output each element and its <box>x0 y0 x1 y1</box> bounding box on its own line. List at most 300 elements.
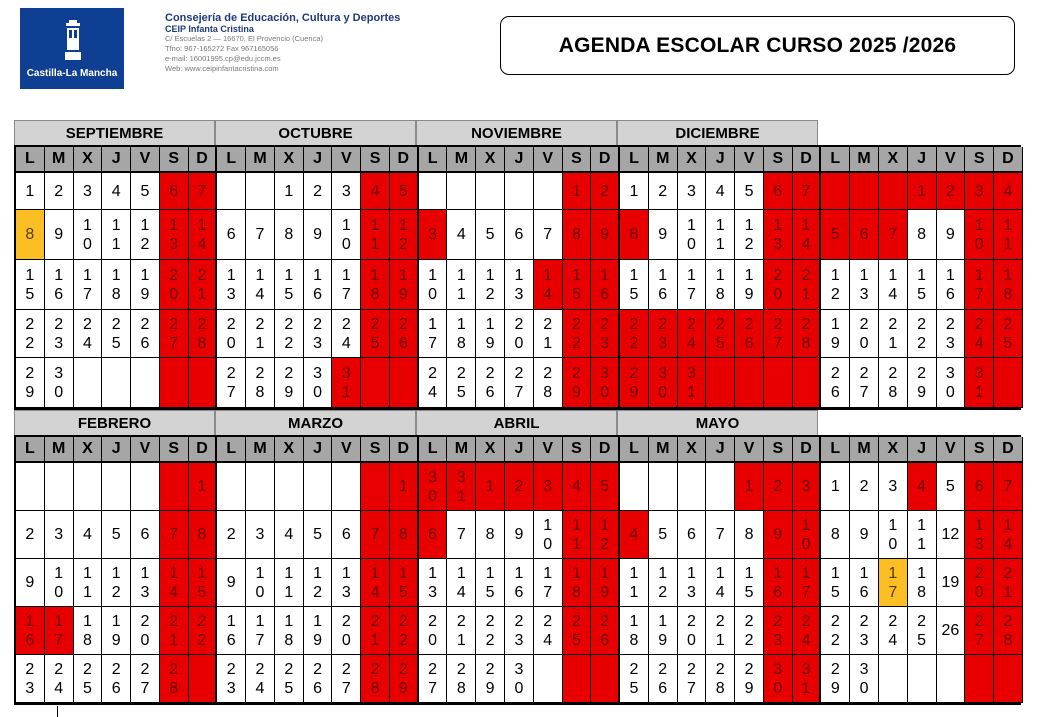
day-cell: 1 5 <box>16 260 45 310</box>
day-cell: 8 <box>908 210 937 260</box>
day-cell: 3 0 <box>850 655 879 703</box>
month-header-row <box>14 410 1021 435</box>
day-cell: 1 2 <box>649 559 678 607</box>
weekday-header: L <box>620 437 649 463</box>
day-cell: 5 <box>649 511 678 559</box>
day-cell: 4 <box>994 173 1023 210</box>
day-cell: 1 1 <box>706 210 735 260</box>
weekday-header: V <box>735 147 764 173</box>
day-cell: 6 <box>850 210 879 260</box>
day-cell: 1 7 <box>965 260 994 310</box>
day-cell: 1 3 <box>764 210 793 260</box>
day-cell: 2 3 <box>45 310 74 358</box>
day-cell: 1 6 <box>505 559 534 607</box>
day-cell: 9 <box>591 210 620 260</box>
day-cell: 1 0 <box>74 210 103 260</box>
day-cell: 1 <box>476 463 505 511</box>
day-cell: 5 <box>937 463 966 511</box>
day-cell: 3 0 <box>304 358 333 408</box>
day-cell <box>390 358 419 408</box>
day-cell: 1 7 <box>793 559 822 607</box>
day-cell: 7 <box>706 511 735 559</box>
day-cell: 2 1 <box>879 310 908 358</box>
day-cell: 1 7 <box>419 310 448 358</box>
day-cell: 1 9 <box>649 607 678 655</box>
day-cell: 1 8 <box>620 607 649 655</box>
weekday-header: S <box>563 437 592 463</box>
weekday-header: X <box>879 147 908 173</box>
school-phone: Tfno: 967-165272 Fax 967165056 <box>165 44 279 53</box>
day-cell: 1 0 <box>246 559 275 607</box>
day-cell: 1 6 <box>217 607 246 655</box>
weekday-header: X <box>74 437 103 463</box>
day-cell <box>246 173 275 210</box>
day-cell: 1 9 <box>131 260 160 310</box>
day-cell: 2 2 <box>275 310 304 358</box>
day-cell: 9 <box>217 559 246 607</box>
day-cell: 4 <box>447 210 476 260</box>
day-cell: 2 0 <box>850 310 879 358</box>
day-cell: 5 <box>102 511 131 559</box>
day-cell: 9 <box>505 511 534 559</box>
day-cell: 9 <box>649 210 678 260</box>
day-cell <box>994 358 1023 408</box>
day-cell: 7 <box>361 511 390 559</box>
day-cell: 2 9 <box>275 358 304 408</box>
day-cell: 2 5 <box>706 310 735 358</box>
day-cell: 3 <box>879 463 908 511</box>
day-cell: 2 7 <box>131 655 160 703</box>
day-cell: 8 <box>620 210 649 260</box>
day-cell: 3 <box>793 463 822 511</box>
day-cell: 2 0 <box>419 607 448 655</box>
day-cell <box>563 655 592 703</box>
day-cell: 2 8 <box>160 655 189 703</box>
day-cell: 1 3 <box>131 559 160 607</box>
day-cell: 6 <box>678 511 707 559</box>
weekday-header: X <box>476 437 505 463</box>
day-cell: 2 0 <box>678 607 707 655</box>
day-cell: 1 2 <box>591 511 620 559</box>
day-cell: 2 <box>937 173 966 210</box>
day-cell: 2 1 <box>447 607 476 655</box>
day-cell: 2 6 <box>390 310 419 358</box>
day-cell: 2 7 <box>850 358 879 408</box>
weekday-header: M <box>649 437 678 463</box>
day-cell: 2 3 <box>850 607 879 655</box>
weekday-header: M <box>447 437 476 463</box>
day-cell: 2 8 <box>534 358 563 408</box>
day-cell <box>505 173 534 210</box>
weekday-header: D <box>390 147 419 173</box>
day-cell: 9 <box>937 210 966 260</box>
day-cell: 2 2 <box>476 607 505 655</box>
day-cell <box>160 358 189 408</box>
weekday-header: X <box>275 147 304 173</box>
weekday-header: V <box>131 147 160 173</box>
day-cell: 4 <box>74 511 103 559</box>
day-cell: 1 4 <box>534 260 563 310</box>
day-cell: 1 2 <box>304 559 333 607</box>
day-cell: 6 <box>332 511 361 559</box>
day-cell: 1 4 <box>246 260 275 310</box>
day-cell: 2 9 <box>390 655 419 703</box>
day-cell: 6 <box>131 511 160 559</box>
day-cell: 1 7 <box>879 559 908 607</box>
day-cell: 2 6 <box>821 358 850 408</box>
weekday-header: J <box>304 147 333 173</box>
day-cell: 8 <box>275 210 304 260</box>
day-cell: 5 <box>131 173 160 210</box>
day-cell: 2 <box>591 173 620 210</box>
day-cell: 1 3 <box>965 511 994 559</box>
day-cell: 3 0 <box>937 358 966 408</box>
weekday-header: M <box>246 147 275 173</box>
day-cell: 2 4 <box>74 310 103 358</box>
day-cell <box>476 173 505 210</box>
day-cell: 1 8 <box>706 260 735 310</box>
day-cell <box>332 463 361 511</box>
weekday-header: V <box>735 437 764 463</box>
day-cell: 1 6 <box>937 260 966 310</box>
weekday-header: X <box>74 147 103 173</box>
day-cell: 2 8 <box>189 310 218 358</box>
day-cell: 4 <box>275 511 304 559</box>
title-box <box>500 16 1015 75</box>
day-cell: 6 <box>217 210 246 260</box>
day-cell: 9 <box>304 210 333 260</box>
day-cell: 1 1 <box>361 210 390 260</box>
day-cell <box>678 463 707 511</box>
day-cell: 2 0 <box>505 310 534 358</box>
day-cell: 2 3 <box>591 310 620 358</box>
day-cell <box>131 463 160 511</box>
day-cell: 2 4 <box>246 655 275 703</box>
day-cell: 3 0 <box>45 358 74 408</box>
castilla-la-mancha-logo <box>20 8 124 89</box>
day-cell: 1 0 <box>534 511 563 559</box>
day-cell: 3 1 <box>332 358 361 408</box>
weekday-header: X <box>275 437 304 463</box>
day-cell <box>534 655 563 703</box>
day-cell <box>793 358 822 408</box>
day-cell: 2 8 <box>793 310 822 358</box>
day-cell: 12 <box>937 511 966 559</box>
day-cell: 1 6 <box>764 559 793 607</box>
day-cell <box>189 358 218 408</box>
day-cell: 1 7 <box>332 260 361 310</box>
day-cell: 2 5 <box>563 607 592 655</box>
day-cell: 2 9 <box>16 358 45 408</box>
day-cell: 2 4 <box>419 358 448 408</box>
day-cell: 2 5 <box>74 655 103 703</box>
day-cell: 2 2 <box>735 607 764 655</box>
day-cell: 2 <box>217 511 246 559</box>
day-cell: 2 7 <box>217 358 246 408</box>
school-email: e-mail: 16001995.cp@edu.jccm.es <box>165 54 281 63</box>
divider-mark <box>57 706 58 717</box>
day-cell: 1 4 <box>160 559 189 607</box>
day-cell: 8 <box>16 210 45 260</box>
day-cell: 3 1 <box>678 358 707 408</box>
day-cell: 2 8 <box>246 358 275 408</box>
day-cell: 1 5 <box>563 260 592 310</box>
month-name: ABRIL <box>416 410 617 435</box>
day-cell: 1 8 <box>563 559 592 607</box>
day-cell: 2 8 <box>361 655 390 703</box>
weekday-header: L <box>821 437 850 463</box>
day-cell <box>217 173 246 210</box>
day-cell: 2 3 <box>937 310 966 358</box>
weekday-header: S <box>160 147 189 173</box>
day-cell: 2 7 <box>419 655 448 703</box>
day-cell: 1 9 <box>304 607 333 655</box>
day-cell: 7 <box>447 511 476 559</box>
day-cell: 1 <box>908 173 937 210</box>
day-cell: 3 <box>332 173 361 210</box>
day-cell: 2 6 <box>131 310 160 358</box>
day-cell: 1 <box>821 463 850 511</box>
day-cell: 1 1 <box>102 210 131 260</box>
day-cell: 1 9 <box>390 260 419 310</box>
calendar-grid <box>14 145 1021 410</box>
day-cell: 9 <box>16 559 45 607</box>
day-cell <box>649 463 678 511</box>
weekday-header: D <box>994 147 1023 173</box>
weekday-header: V <box>332 437 361 463</box>
day-cell: 2 0 <box>131 607 160 655</box>
day-cell: 1 8 <box>275 607 304 655</box>
day-cell: 3 1 <box>447 463 476 511</box>
day-cell: 2 5 <box>361 310 390 358</box>
day-cell: 1 3 <box>332 559 361 607</box>
day-cell: 7 <box>793 173 822 210</box>
day-cell: 2 5 <box>275 655 304 703</box>
day-cell: 1 <box>16 173 45 210</box>
day-cell: 3 0 <box>505 655 534 703</box>
day-cell <box>879 655 908 703</box>
weekday-header: L <box>16 437 45 463</box>
day-cell: 1 0 <box>965 210 994 260</box>
weekday-header: D <box>793 437 822 463</box>
day-cell: 2 1 <box>994 559 1023 607</box>
day-cell: 4 <box>908 463 937 511</box>
weekday-header: X <box>678 437 707 463</box>
weekday-header: M <box>850 437 879 463</box>
day-cell <box>937 655 966 703</box>
day-cell: 2 5 <box>102 310 131 358</box>
day-cell: 2 8 <box>879 358 908 408</box>
day-cell <box>217 463 246 511</box>
day-cell <box>447 173 476 210</box>
month-name: NOVIEMBRE <box>416 120 617 145</box>
day-cell <box>706 463 735 511</box>
day-cell: 1 8 <box>102 260 131 310</box>
day-cell: 3 <box>419 210 448 260</box>
day-cell: 19 <box>937 559 966 607</box>
day-cell <box>965 655 994 703</box>
day-cell: 2 3 <box>304 310 333 358</box>
day-cell: 6 <box>160 173 189 210</box>
weekday-header: J <box>908 437 937 463</box>
weekday-header: S <box>563 147 592 173</box>
school-department: Consejería de Educación, Cultura y Deportes <box>165 12 401 24</box>
weekday-header: D <box>390 437 419 463</box>
day-cell: 5 <box>390 173 419 210</box>
weekday-header: J <box>505 437 534 463</box>
calendar-block-top <box>14 120 1021 410</box>
weekday-header: L <box>821 147 850 173</box>
day-cell: 5 <box>476 210 505 260</box>
day-cell: 2 7 <box>505 358 534 408</box>
day-cell: 3 1 <box>965 358 994 408</box>
day-cell: 1 1 <box>563 511 592 559</box>
day-cell: 1 3 <box>160 210 189 260</box>
day-cell: 2 1 <box>706 607 735 655</box>
day-cell: 2 7 <box>160 310 189 358</box>
day-cell: 6 <box>419 511 448 559</box>
weekday-header: M <box>850 147 879 173</box>
day-cell: 2 2 <box>908 310 937 358</box>
weekday-header: L <box>419 437 448 463</box>
day-cell: 1 2 <box>735 210 764 260</box>
day-cell: 2 9 <box>476 655 505 703</box>
day-cell: 3 0 <box>649 358 678 408</box>
day-cell <box>620 463 649 511</box>
day-cell <box>102 463 131 511</box>
day-cell <box>189 655 218 703</box>
day-cell <box>246 463 275 511</box>
day-cell: 1 7 <box>534 559 563 607</box>
day-cell <box>850 173 879 210</box>
day-cell: 8 <box>563 210 592 260</box>
day-cell: 1 4 <box>879 260 908 310</box>
day-cell: 1 6 <box>591 260 620 310</box>
day-cell: 1 4 <box>361 559 390 607</box>
weekday-header: S <box>965 437 994 463</box>
month-name: OCTUBRE <box>215 120 416 145</box>
day-cell: 1 7 <box>74 260 103 310</box>
day-cell: 1 3 <box>217 260 246 310</box>
day-cell: 2 2 <box>189 607 218 655</box>
day-cell: 2 <box>505 463 534 511</box>
day-cell: 4 <box>563 463 592 511</box>
day-cell: 1 5 <box>390 559 419 607</box>
day-cell: 2 0 <box>965 559 994 607</box>
weekday-header: D <box>994 437 1023 463</box>
day-cell: 2 0 <box>217 310 246 358</box>
day-cell: 2 5 <box>620 655 649 703</box>
day-cell <box>419 173 448 210</box>
day-cell: 7 <box>160 511 189 559</box>
day-cell: 1 7 <box>678 260 707 310</box>
day-cell: 1 6 <box>16 607 45 655</box>
weekday-header: J <box>505 147 534 173</box>
day-cell: 2 <box>764 463 793 511</box>
weekday-header: L <box>217 147 246 173</box>
month-name: SEPTIEMBRE <box>14 120 215 145</box>
day-cell: 3 0 <box>419 463 448 511</box>
day-cell: 1 0 <box>793 511 822 559</box>
weekday-header: D <box>591 437 620 463</box>
day-cell: 2 0 <box>160 260 189 310</box>
day-cell: 2 9 <box>735 655 764 703</box>
day-cell: 1 0 <box>419 260 448 310</box>
day-cell: 1 1 <box>74 559 103 607</box>
weekday-header: X <box>879 437 908 463</box>
day-cell: 2 4 <box>332 310 361 358</box>
day-cell: 2 1 <box>160 607 189 655</box>
day-cell: 2 1 <box>246 310 275 358</box>
day-cell: 3 <box>678 173 707 210</box>
day-cell: 2 6 <box>102 655 131 703</box>
day-cell: 2 4 <box>678 310 707 358</box>
day-cell: 1 <box>275 173 304 210</box>
day-cell: 2 1 <box>534 310 563 358</box>
day-cell <box>534 173 563 210</box>
weekday-header: L <box>217 437 246 463</box>
day-cell: 1 9 <box>735 260 764 310</box>
day-cell <box>879 173 908 210</box>
day-cell: 2 2 <box>620 310 649 358</box>
weekday-header: S <box>160 437 189 463</box>
school-name: CEIP Infanta Cristina <box>165 24 254 34</box>
weekday-header: M <box>447 147 476 173</box>
day-cell: 2 2 <box>16 310 45 358</box>
day-cell: 2 <box>649 173 678 210</box>
day-cell: 1 3 <box>678 559 707 607</box>
day-cell: 1 8 <box>908 559 937 607</box>
day-cell: 3 <box>534 463 563 511</box>
day-cell: 1 2 <box>102 559 131 607</box>
day-cell: 4 <box>706 173 735 210</box>
day-cell <box>908 655 937 703</box>
day-cell: 2 3 <box>505 607 534 655</box>
calendar-grid <box>14 435 1021 705</box>
day-cell <box>361 358 390 408</box>
day-cell: 1 0 <box>332 210 361 260</box>
day-cell: 2 0 <box>332 607 361 655</box>
day-cell: 1 2 <box>821 260 850 310</box>
day-cell: 3 <box>246 511 275 559</box>
day-cell: 1 0 <box>45 559 74 607</box>
day-cell: 1 <box>620 173 649 210</box>
weekday-header: M <box>45 147 74 173</box>
weekday-header: M <box>246 437 275 463</box>
day-cell <box>706 358 735 408</box>
day-cell <box>102 358 131 408</box>
day-cell <box>361 463 390 511</box>
day-cell: 3 0 <box>591 358 620 408</box>
day-cell: 9 <box>850 511 879 559</box>
weekday-header: S <box>361 147 390 173</box>
day-cell: 1 3 <box>505 260 534 310</box>
day-cell: 5 <box>735 173 764 210</box>
day-cell: 7 <box>189 173 218 210</box>
day-cell: 2 4 <box>879 607 908 655</box>
day-cell: 2 1 <box>793 260 822 310</box>
day-cell: 1 9 <box>476 310 505 358</box>
weekday-header: M <box>649 147 678 173</box>
day-cell: 8 <box>735 511 764 559</box>
day-cell: 9 <box>764 511 793 559</box>
day-cell: 2 7 <box>678 655 707 703</box>
day-cell: 1 3 <box>419 559 448 607</box>
weekday-header: X <box>476 147 505 173</box>
day-cell: 2 5 <box>994 310 1023 358</box>
weekday-header: D <box>793 147 822 173</box>
day-cell: 5 <box>304 511 333 559</box>
